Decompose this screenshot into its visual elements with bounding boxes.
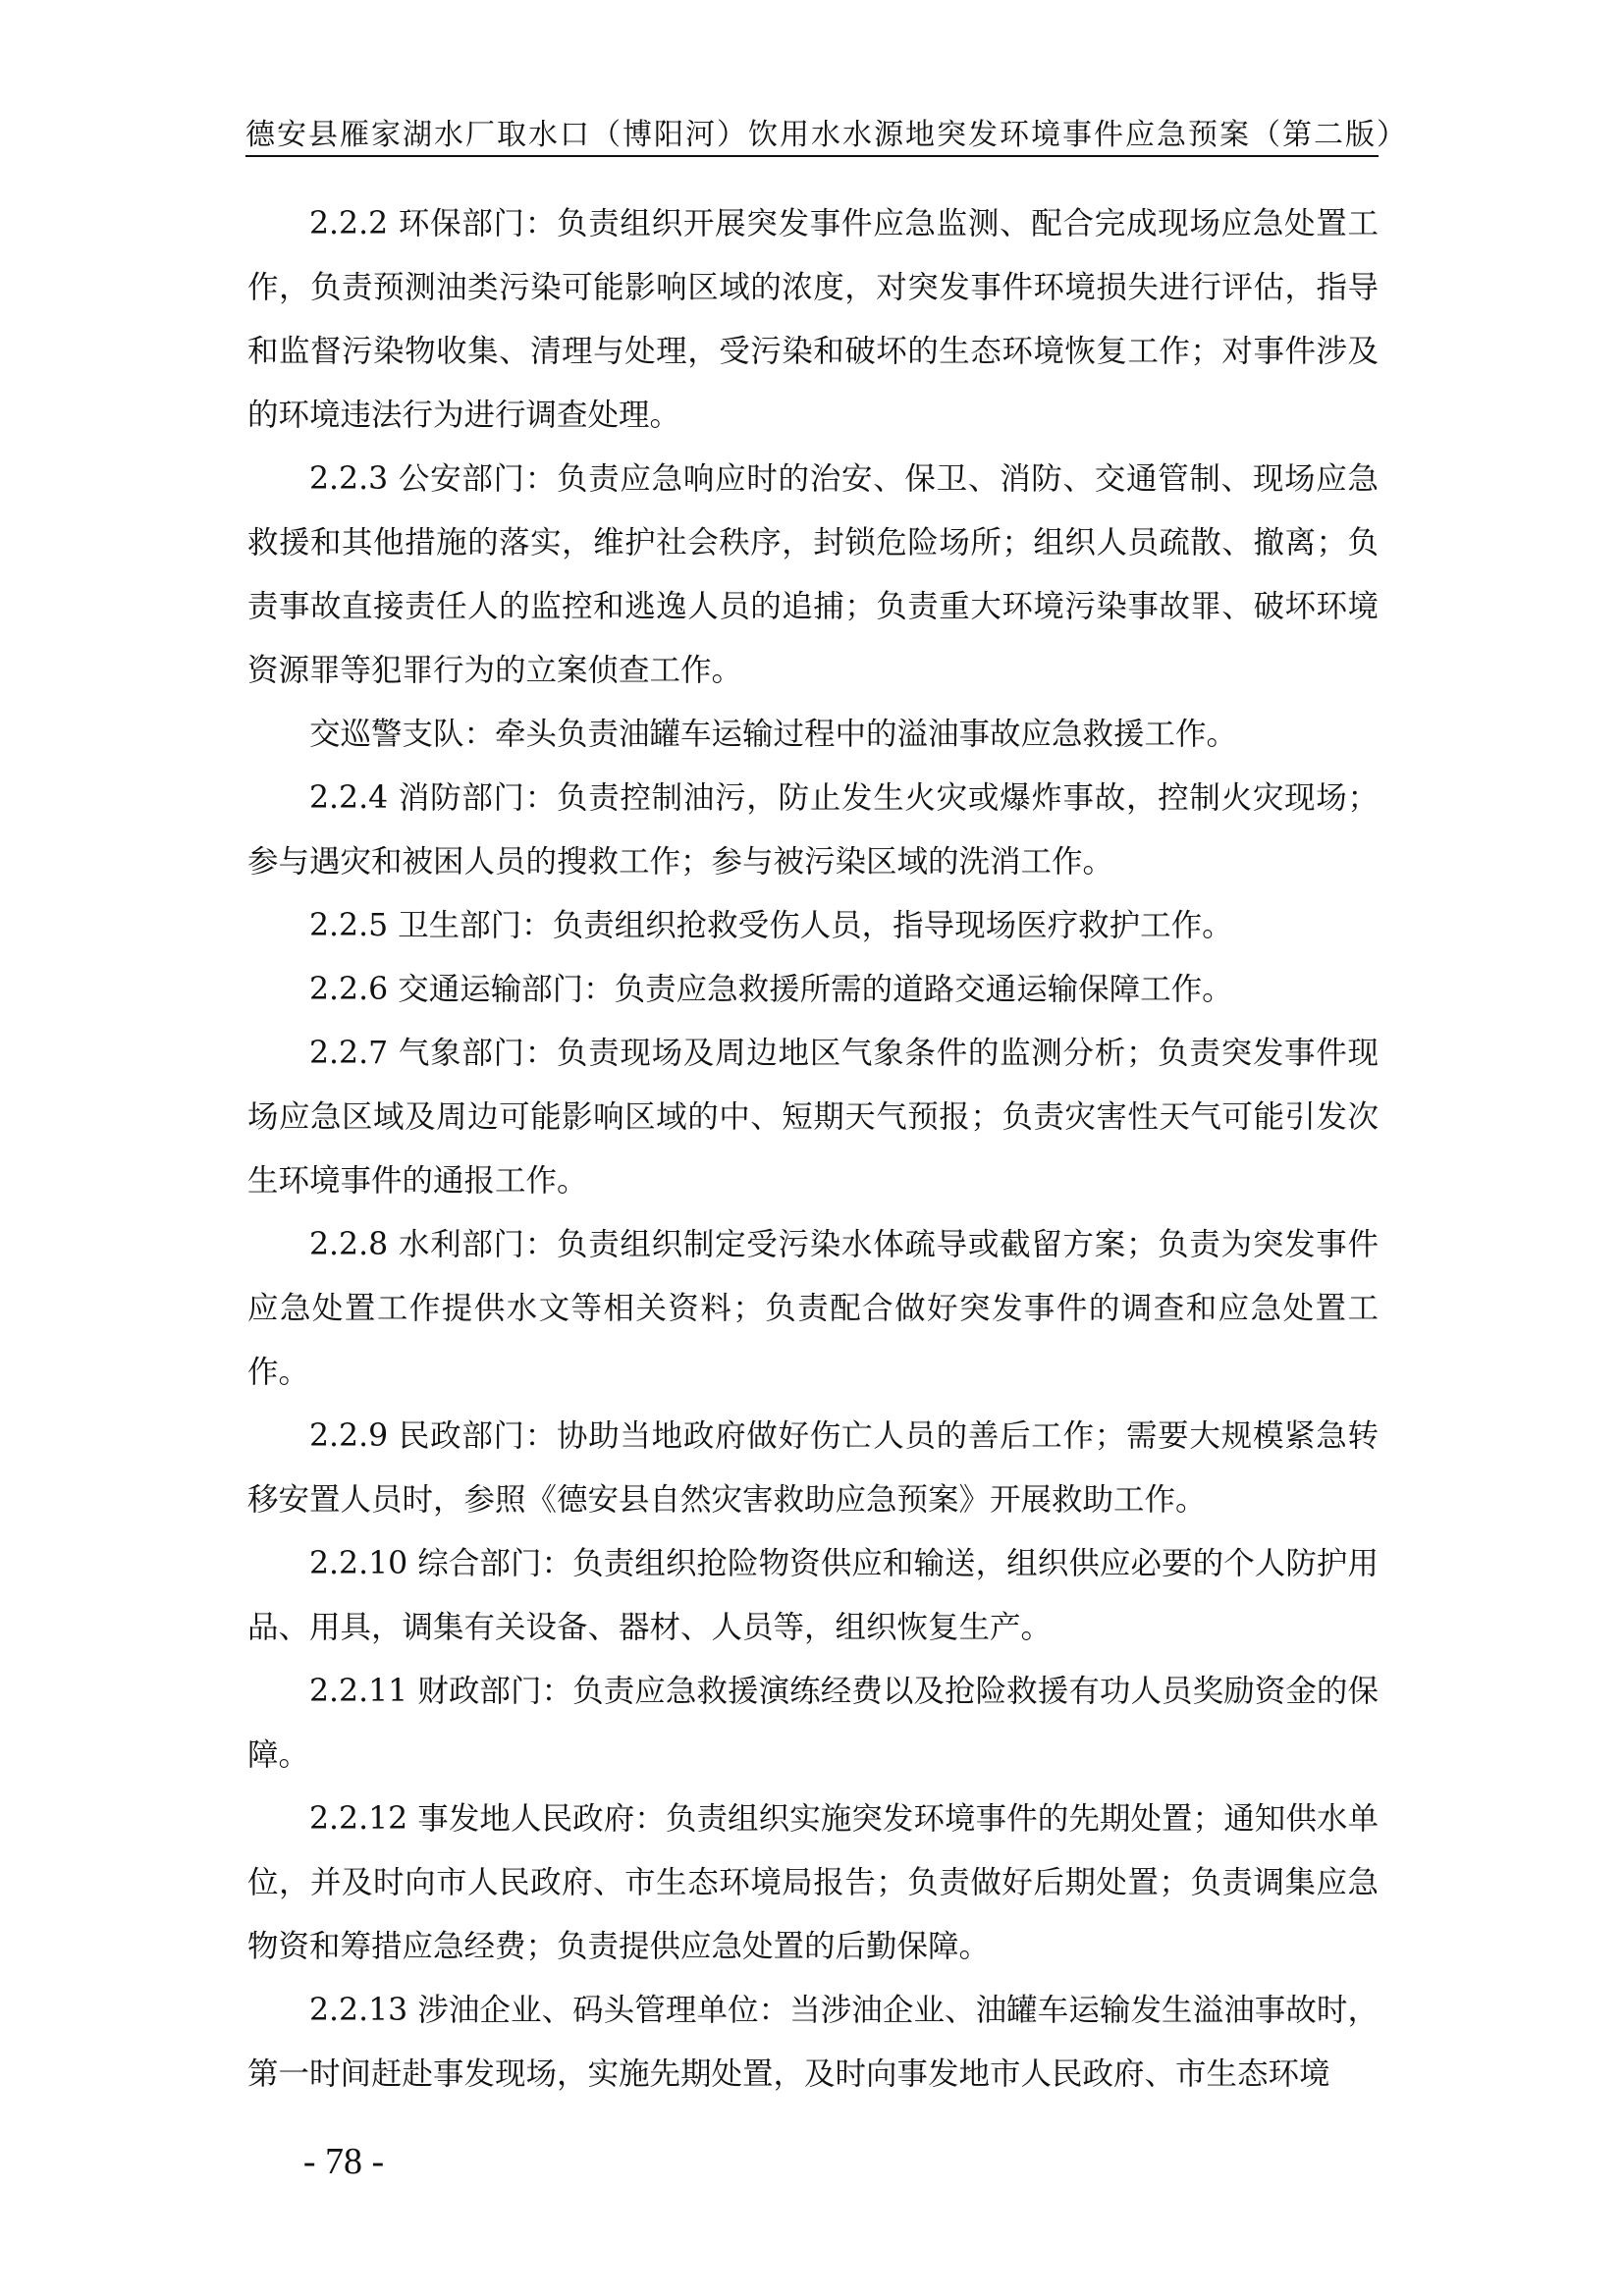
paragraph-2-2-6: 2.2.6 交通运输部门：负责应急救援所需的道路交通运输保障工作。 [309,972,1233,1007]
header-divider [245,155,1379,157]
document-body [247,192,1379,2107]
paragraph-2-2-5: 2.2.5 卫生部门：负责组织抢救受伤人员，指导现场医疗救护工作。 [309,908,1233,943]
paragraph-2-2-9: 2.2.9 民政部门：协助当地政府做好伤亡人员的善后工作；需要大规模紧急转移安置人员时，参照《德安县自然灾害救助应急预案》开展救助工作。 [247,1418,1379,1518]
paragraph-2-2-13: 2.2.13 涉油企业、码头管理单位：当涉油企业、油罐车运输发生溢油事故时，第一时间赶赴事发现场，实施先期处置，及时向事发地市人民政府、市生态环境 [247,1993,1379,2092]
paragraph-2-2-3: 2.2.3 公安部门：负责应急响应时的治安、保卫、消防、交通管制、现场应急救援和其他措施的落实，维护社会秩序，封锁危险场所；组织人员疏散、撤离；负责事故直接责任人的监控和逃逸人员的追捕；负责重大环境污染事故罪、破坏环境资源罪等犯罪行为的立案侦查工作。 [247,461,1379,688]
paragraph-2-2-10: 2.2.10 综合部门：负责组织抢险物资供应和输送，组织供应必要的个人防护用品、用具，调集有关设备、器材、人员等，组织恢复生产。 [247,1546,1379,1645]
paragraph-2-2-2: 2.2.2 环保部门：负责组织开展突发事件应急监测、配合完成现场应急处置工作，负责预测油类污染可能影响区域的浓度，对突发事件环境损失进行评估，指导和监督污染物收集、清理与处理，受污染和破坏的生态环境恢复工作；对事件涉及的环境违法行为进行调查处理。 [247,206,1379,433]
document-header-title: 德安县雁家湖水厂取水口（博阳河）饮用水水源地突发环境事件应急预案（第二版） [245,118,1408,152]
page-number: - 78 - [302,2141,385,2182]
paragraph-2-2-8: 2.2.8 水利部门：负责组织制定受污染水体疏导或截留方案；负责为突发事件应急处置工作提供水文等相关资料；负责配合做好突发事件的调查和应急处置工作。 [247,1227,1379,1390]
paragraph-2-2-7: 2.2.7 气象部门：负责现场及周边地区气象条件的监测分析；负责突发事件现场应急区域及周边可能影响区域的中、短期天气预报；负责灾害性天气可能引发次生环境事件的通报工作。 [247,1036,1379,1199]
paragraph-2-2-4: 2.2.4 消防部门：负责控制油污，防止发生火灾或爆炸事故，控制火灾现场；参与遇灾和被困人员的搜救工作；参与被污染区域的洗消工作。 [247,780,1379,880]
paragraph-2-2-12: 2.2.12 事发地人民政府：负责组织实施突发环境事件的先期处置；通知供水单位，并及时向市人民政府、市生态环境局报告；负责做好后期处置；负责调集应急物资和筹措应急经费；负责提供应急处置的后勤保障。 [247,1801,1379,1964]
paragraph-traffic-police: 交巡警支队：牵头负责油罐车运输过程中的溢油事故应急救援工作。 [309,717,1238,752]
paragraph-2-2-11: 2.2.11 财政部门：负责应急救援演练经费以及抢险救援有功人员奖励资金的保障。 [247,1674,1379,1773]
